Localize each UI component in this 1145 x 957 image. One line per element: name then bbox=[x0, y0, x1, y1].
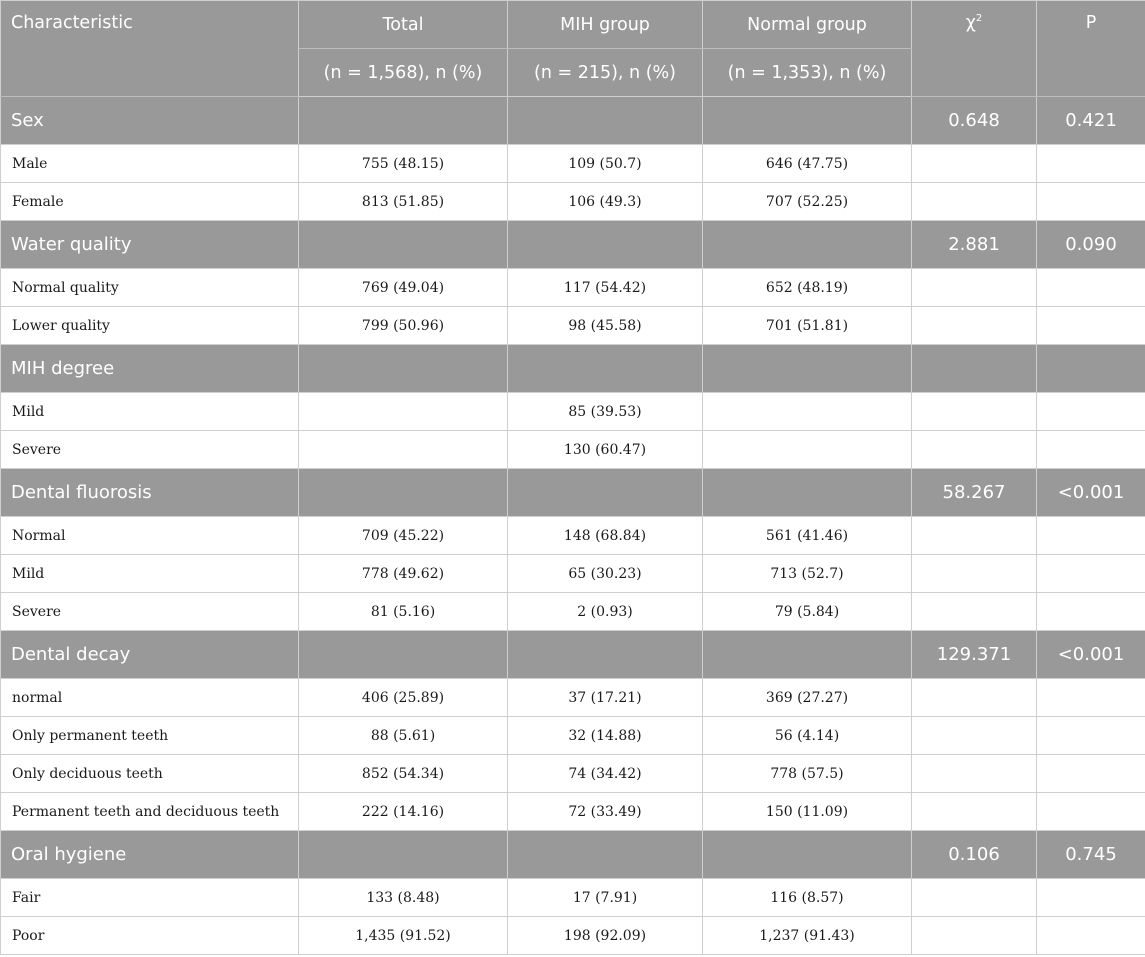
row-label: Lower quality bbox=[1, 307, 299, 345]
section-p-value: 0.745 bbox=[1037, 831, 1145, 879]
header-characteristic: Characteristic bbox=[1, 1, 299, 97]
row-normal: 652 (48.19) bbox=[703, 269, 912, 307]
row-mih: 109 (50.7) bbox=[508, 145, 703, 183]
row-total bbox=[299, 393, 508, 431]
row-label: Female bbox=[1, 183, 299, 221]
row-total: 778 (49.62) bbox=[299, 555, 508, 593]
chi-symbol: χ bbox=[965, 13, 976, 33]
section-total bbox=[299, 631, 508, 679]
section-total bbox=[299, 97, 508, 145]
row-total: 81 (5.16) bbox=[299, 593, 508, 631]
row-chi-square bbox=[912, 307, 1037, 345]
table-row bbox=[1, 393, 1145, 431]
row-p-value bbox=[1037, 717, 1145, 755]
header-total: Total bbox=[299, 1, 508, 49]
row-p-value bbox=[1037, 555, 1145, 593]
row-chi-square bbox=[912, 517, 1037, 555]
row-chi-square bbox=[912, 183, 1037, 221]
row-mih: 198 (92.09) bbox=[508, 917, 703, 955]
table-row bbox=[1, 917, 1145, 955]
header-normal-group: Normal group bbox=[703, 1, 912, 49]
row-p-value bbox=[1037, 145, 1145, 183]
section-row bbox=[1, 97, 1145, 145]
section-chi-square: 2.881 bbox=[912, 221, 1037, 269]
row-p-value bbox=[1037, 917, 1145, 955]
section-label: Sex bbox=[1, 97, 299, 145]
row-normal: 56 (4.14) bbox=[703, 717, 912, 755]
row-label: Mild bbox=[1, 555, 299, 593]
section-normal bbox=[703, 831, 912, 879]
row-mih: 130 (60.47) bbox=[508, 431, 703, 469]
row-mih: 106 (49.3) bbox=[508, 183, 703, 221]
table-row bbox=[1, 793, 1145, 831]
section-mih bbox=[508, 831, 703, 879]
row-label: Normal quality bbox=[1, 269, 299, 307]
table-row bbox=[1, 307, 1145, 345]
section-row bbox=[1, 831, 1145, 879]
row-p-value bbox=[1037, 879, 1145, 917]
row-normal: 79 (5.84) bbox=[703, 593, 912, 631]
row-chi-square bbox=[912, 755, 1037, 793]
section-row bbox=[1, 221, 1145, 269]
row-total: 769 (49.04) bbox=[299, 269, 508, 307]
section-chi-square: 129.371 bbox=[912, 631, 1037, 679]
section-total bbox=[299, 469, 508, 517]
row-mih: 85 (39.53) bbox=[508, 393, 703, 431]
row-normal: 116 (8.57) bbox=[703, 879, 912, 917]
row-normal bbox=[703, 393, 912, 431]
row-p-value bbox=[1037, 517, 1145, 555]
section-mih bbox=[508, 345, 703, 393]
row-p-value bbox=[1037, 307, 1145, 345]
section-label: Dental fluorosis bbox=[1, 469, 299, 517]
row-chi-square bbox=[912, 917, 1037, 955]
header-total-n: (n = 1,568), n (%) bbox=[299, 49, 508, 97]
header-mih-group: MIH group bbox=[508, 1, 703, 49]
table-row bbox=[1, 269, 1145, 307]
row-chi-square bbox=[912, 431, 1037, 469]
section-mih bbox=[508, 631, 703, 679]
table-row bbox=[1, 431, 1145, 469]
row-mih: 32 (14.88) bbox=[508, 717, 703, 755]
row-p-value bbox=[1037, 593, 1145, 631]
section-row bbox=[1, 469, 1145, 517]
row-label: Poor bbox=[1, 917, 299, 955]
section-mih bbox=[508, 221, 703, 269]
row-p-value bbox=[1037, 269, 1145, 307]
row-chi-square bbox=[912, 679, 1037, 717]
row-chi-square bbox=[912, 793, 1037, 831]
row-p-value bbox=[1037, 183, 1145, 221]
row-mih: 72 (33.49) bbox=[508, 793, 703, 831]
section-label: MIH degree bbox=[1, 345, 299, 393]
row-total: 709 (45.22) bbox=[299, 517, 508, 555]
section-p-value: 0.421 bbox=[1037, 97, 1145, 145]
row-chi-square bbox=[912, 593, 1037, 631]
section-chi-square: 58.267 bbox=[912, 469, 1037, 517]
row-normal: 778 (57.5) bbox=[703, 755, 912, 793]
row-mih: 65 (30.23) bbox=[508, 555, 703, 593]
row-label: Male bbox=[1, 145, 299, 183]
row-normal: 1,237 (91.43) bbox=[703, 917, 912, 955]
row-chi-square bbox=[912, 555, 1037, 593]
table-row bbox=[1, 517, 1145, 555]
header-chi-square bbox=[912, 1, 1037, 97]
row-label: Normal bbox=[1, 517, 299, 555]
section-chi-square: 0.648 bbox=[912, 97, 1037, 145]
row-p-value bbox=[1037, 431, 1145, 469]
section-p-value: 0.090 bbox=[1037, 221, 1145, 269]
row-total: 88 (5.61) bbox=[299, 717, 508, 755]
table-row bbox=[1, 679, 1145, 717]
section-mih bbox=[508, 97, 703, 145]
row-mih: 74 (34.42) bbox=[508, 755, 703, 793]
row-total: 813 (51.85) bbox=[299, 183, 508, 221]
section-label: Oral hygiene bbox=[1, 831, 299, 879]
section-total bbox=[299, 345, 508, 393]
section-chi-square: 0.106 bbox=[912, 831, 1037, 879]
section-normal bbox=[703, 345, 912, 393]
row-total: 799 (50.96) bbox=[299, 307, 508, 345]
header-normal-n: (n = 1,353), n (%) bbox=[703, 49, 912, 97]
row-normal: 707 (52.25) bbox=[703, 183, 912, 221]
section-label: Water quality bbox=[1, 221, 299, 269]
header-mih-n: (n = 215), n (%) bbox=[508, 49, 703, 97]
table-row bbox=[1, 145, 1145, 183]
row-label: Only deciduous teeth bbox=[1, 755, 299, 793]
row-label: Permanent teeth and deciduous teeth bbox=[1, 793, 299, 831]
row-chi-square bbox=[912, 717, 1037, 755]
row-label: Severe bbox=[1, 431, 299, 469]
header-row bbox=[1, 1, 1145, 49]
row-mih: 37 (17.21) bbox=[508, 679, 703, 717]
row-normal: 561 (41.46) bbox=[703, 517, 912, 555]
table-row bbox=[1, 555, 1145, 593]
table-row bbox=[1, 755, 1145, 793]
row-p-value bbox=[1037, 679, 1145, 717]
section-normal bbox=[703, 97, 912, 145]
row-label: Mild bbox=[1, 393, 299, 431]
row-total: 755 (48.15) bbox=[299, 145, 508, 183]
row-normal bbox=[703, 431, 912, 469]
row-total: 852 (54.34) bbox=[299, 755, 508, 793]
row-normal: 713 (52.7) bbox=[703, 555, 912, 593]
row-mih: 17 (7.91) bbox=[508, 879, 703, 917]
row-total: 222 (14.16) bbox=[299, 793, 508, 831]
row-label: Severe bbox=[1, 593, 299, 631]
table-row bbox=[1, 717, 1145, 755]
row-label: normal bbox=[1, 679, 299, 717]
table-row bbox=[1, 593, 1145, 631]
row-label: Fair bbox=[1, 879, 299, 917]
section-p-value: <0.001 bbox=[1037, 631, 1145, 679]
row-total: 406 (25.89) bbox=[299, 679, 508, 717]
section-row bbox=[1, 631, 1145, 679]
section-total bbox=[299, 221, 508, 269]
row-normal: 701 (51.81) bbox=[703, 307, 912, 345]
row-chi-square bbox=[912, 145, 1037, 183]
table-row bbox=[1, 879, 1145, 917]
row-p-value bbox=[1037, 793, 1145, 831]
row-chi-square bbox=[912, 879, 1037, 917]
chi-superscript: 2 bbox=[975, 13, 983, 25]
section-chi-square bbox=[912, 345, 1037, 393]
row-mih: 2 (0.93) bbox=[508, 593, 703, 631]
section-normal bbox=[703, 221, 912, 269]
section-mih bbox=[508, 469, 703, 517]
section-label: Dental decay bbox=[1, 631, 299, 679]
row-chi-square bbox=[912, 269, 1037, 307]
row-mih: 148 (68.84) bbox=[508, 517, 703, 555]
row-chi-square bbox=[912, 393, 1037, 431]
section-p-value: <0.001 bbox=[1037, 469, 1145, 517]
section-normal bbox=[703, 631, 912, 679]
row-p-value bbox=[1037, 393, 1145, 431]
header-p-value: P bbox=[1037, 1, 1145, 97]
row-label: Only permanent teeth bbox=[1, 717, 299, 755]
row-mih: 117 (54.42) bbox=[508, 269, 703, 307]
row-p-value bbox=[1037, 755, 1145, 793]
section-row bbox=[1, 345, 1145, 393]
row-total bbox=[299, 431, 508, 469]
section-total bbox=[299, 831, 508, 879]
row-normal: 369 (27.27) bbox=[703, 679, 912, 717]
row-total: 133 (8.48) bbox=[299, 879, 508, 917]
table-row bbox=[1, 183, 1145, 221]
row-total: 1,435 (91.52) bbox=[299, 917, 508, 955]
row-normal: 646 (47.75) bbox=[703, 145, 912, 183]
row-mih: 98 (45.58) bbox=[508, 307, 703, 345]
table-body bbox=[1, 97, 1145, 955]
row-normal: 150 (11.09) bbox=[703, 793, 912, 831]
section-p-value bbox=[1037, 345, 1145, 393]
section-normal bbox=[703, 469, 912, 517]
